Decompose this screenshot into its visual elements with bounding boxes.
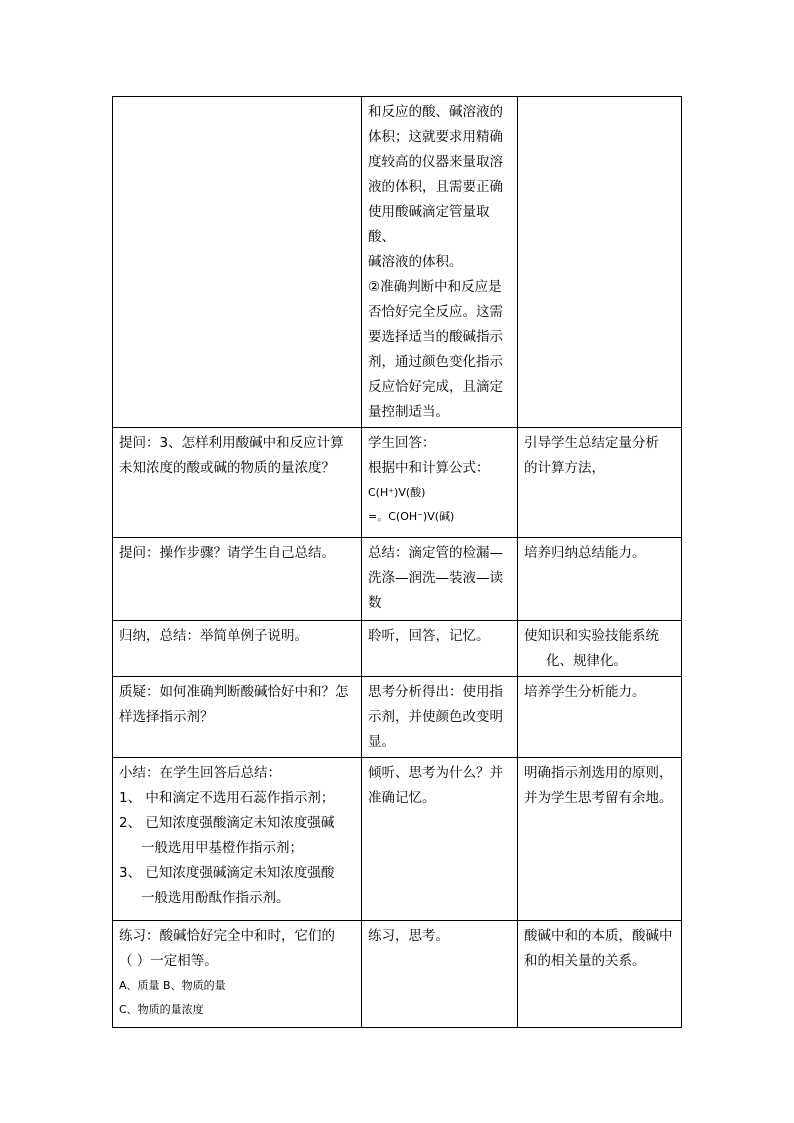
text-line: 的计算方法， <box>524 460 605 476</box>
text-line: 酸碱中和的本质，酸碱中 <box>524 928 673 944</box>
text-line: 提问：操作步骤？请学生自己总结。 <box>119 545 335 561</box>
text-line: 小结：在学生回答后总结： <box>119 765 281 781</box>
text-line: 和的相关量的关系。 <box>524 953 646 969</box>
text-line: 剂，通过颜色变化指示 <box>368 354 503 370</box>
text-line: 练习，思考。 <box>368 928 449 944</box>
purpose-cell <box>518 538 682 621</box>
text-line: 和反应的酸、碱溶液的 <box>368 104 503 120</box>
text-line: 明确指示剂选用的原则， <box>524 765 673 781</box>
teacher-activity-cell <box>113 621 362 677</box>
table-row <box>113 758 682 921</box>
student-activity-cell <box>362 677 518 758</box>
text-line: 倾听、思考为什么？并 <box>368 765 503 781</box>
text-line: ②准确判断中和反应是 <box>368 279 502 295</box>
student-activity-cell <box>362 758 518 921</box>
text-line: （ ）一定相等。 <box>119 953 218 969</box>
text-line: 提问：3、怎样利用酸碱中和反应计算 <box>119 435 344 451</box>
list-item: 3、 已知浓度强碱滴定未知浓度强酸 <box>119 865 335 881</box>
student-activity-cell <box>362 538 518 621</box>
text-line: 培养归纳总结能力。 <box>524 545 646 561</box>
table-row <box>113 677 682 758</box>
teacher-activity-cell <box>113 97 362 428</box>
lesson-plan-table <box>112 96 682 1028</box>
list-item: 1、 中和滴定不选用石蕊作指示剂； <box>119 790 335 806</box>
table-row <box>113 921 682 1028</box>
text-line: 学生回答： <box>368 435 436 451</box>
purpose-cell <box>518 621 682 677</box>
text-line: 量控制适当。 <box>368 404 449 420</box>
formula-line: =。C(OH⁻)V(碱) <box>368 510 455 523</box>
option-line: C、物质的量浓度 <box>119 1003 204 1016</box>
text-line: 度较高的仪器来量取溶 <box>368 154 503 170</box>
text-line: 聆听，回答，记忆。 <box>368 628 490 644</box>
table-row <box>113 621 682 677</box>
teacher-activity-cell <box>113 921 362 1028</box>
text-line: 洗涤—润洗—装液—读 <box>368 570 503 586</box>
purpose-cell <box>518 677 682 758</box>
purpose-cell <box>518 97 682 428</box>
list-item: 2、 已知浓度强酸滴定未知浓度强碱 <box>119 815 335 831</box>
text-line: 数 <box>368 595 382 611</box>
teacher-activity-cell <box>113 538 362 621</box>
text-line: 体积；这就要求用精确 <box>368 129 503 145</box>
text-line: 练习：酸碱恰好完全中和时，它们的 <box>119 928 335 944</box>
student-activity-cell <box>362 921 518 1028</box>
text-line: 归纳，总结：举简单例子说明。 <box>119 628 308 644</box>
text-line: 未知浓度的酸或碱的物质的量浓度？ <box>119 460 335 476</box>
text-line: 思考分析得出：使用指 <box>368 684 503 700</box>
teacher-activity-cell <box>113 758 362 921</box>
text-line: 准确记忆。 <box>368 790 436 806</box>
list-item-continuation: 一般选用甲基橙作指示剂； <box>141 840 303 856</box>
text-line: 碱溶液的体积。 <box>368 254 463 270</box>
formula-line: C(H⁺)V(酸) <box>368 486 426 499</box>
text-line: 反应恰好完成，且滴定 <box>368 379 503 395</box>
text-line: 引导学生总结定量分析 <box>524 435 659 451</box>
text-line: 质疑：如何准确判断酸碱恰好中和？怎 <box>119 684 349 700</box>
student-activity-cell <box>362 621 518 677</box>
text-line: 使知识和实验技能系统 <box>524 628 659 644</box>
student-activity-cell <box>362 97 518 428</box>
text-line: 总结：滴定管的检漏— <box>368 545 503 561</box>
text-line: 样选择指示剂？ <box>119 709 214 725</box>
text-line: 培养学生分析能力。 <box>524 684 646 700</box>
table-row <box>113 97 682 428</box>
text-line: 使用酸碱滴定管量取酸、 <box>368 204 490 245</box>
text-line: 示剂，并使颜色改变明 <box>368 709 503 725</box>
list-item-continuation: 一般选用酚酞作指示剂。 <box>141 890 290 906</box>
text-line: 根据中和计算公式： <box>368 460 490 476</box>
teacher-activity-cell <box>113 428 362 538</box>
student-activity-cell <box>362 428 518 538</box>
text-line: 要选择适当的酸碱指示 <box>368 329 503 345</box>
purpose-cell <box>518 758 682 921</box>
text-line: 液的体积，且需要正确 <box>368 179 503 195</box>
text-line: 并为学生思考留有余地。 <box>524 790 673 806</box>
option-line: A、质量 B、物质的量 <box>119 979 226 992</box>
purpose-cell <box>518 921 682 1028</box>
text-line: 否恰好完全反应。这需 <box>368 304 503 320</box>
table-row <box>113 538 682 621</box>
purpose-cell <box>518 428 682 538</box>
text-line: 化、规律化。 <box>546 653 627 669</box>
teacher-activity-cell <box>113 677 362 758</box>
table-row <box>113 428 682 538</box>
text-line: 显。 <box>368 734 395 750</box>
